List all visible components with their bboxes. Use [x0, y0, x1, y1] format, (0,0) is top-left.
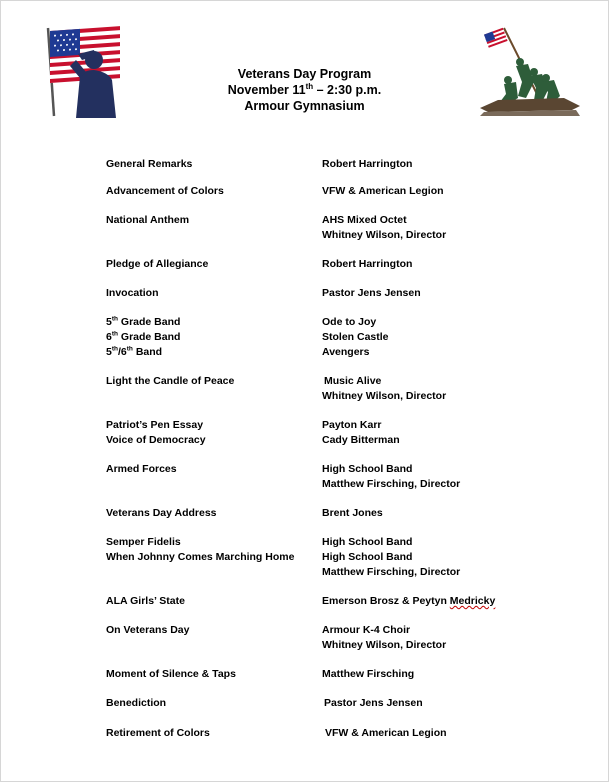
program-performer: Matthew Firsching — [322, 668, 415, 680]
spellcheck-underline: Medricky — [449, 595, 496, 607]
program-performer: Pastor Jens Jensen — [322, 287, 421, 299]
program-performer: VFW & American Legion — [322, 185, 444, 197]
program-performance: Light the Candle of Peace — [106, 375, 235, 387]
program-performance: Veterans Day Address — [106, 507, 217, 519]
program-date: November 11th – 2:30 p.m. — [227, 81, 382, 97]
program-performance: Advancement of Colors — [106, 185, 224, 197]
program-header — [0, 66, 609, 114]
program-performer: Music Alive Whitney Wilson, Director — [322, 375, 447, 402]
program-performance: Benediction — [106, 697, 167, 709]
program-performer: High School Band Matthew Firsching, Director — [322, 463, 461, 490]
program-performance: ALA Girls’ State — [106, 595, 185, 607]
program-performer: Robert Harrington — [322, 258, 413, 270]
program-performer: Armour K-4 Choir Whitney Wilson, Director — [322, 624, 447, 651]
program-performance: Semper Fidelis When Johnny Comes Marching Home — [106, 536, 295, 563]
program-performer: Pastor Jens Jensen — [324, 697, 423, 709]
program-location: Armour Gymnasium — [244, 99, 365, 113]
program-performance: Armed Forces — [106, 463, 177, 475]
program-performance: Retirement of Colors — [106, 727, 210, 739]
program-performer: AHS Mixed Octet Whitney Wilson, Director — [322, 214, 447, 241]
program-performer: Robert Harrington — [322, 158, 413, 170]
program-performance: National Anthem — [106, 214, 190, 226]
program-performance: Invocation — [106, 287, 159, 299]
program-performer: High School Band High School Band Matthew Firsching, Director — [322, 536, 461, 578]
program-performer: Ode to Joy Stolen Castle Avengers — [322, 316, 389, 358]
program-performance: Patriot’s Pen Essay Voice of Democracy — [106, 419, 206, 446]
program-performance: On Veterans Day — [106, 624, 190, 636]
program-performer: Emerson Brosz & Peytyn Medricky — [322, 595, 496, 607]
program-performance: 5th Grade Band 6th Grade Band 5th/6th Band — [106, 315, 181, 358]
program-performance: General Remarks — [106, 158, 193, 170]
program-performer: VFW & American Legion — [325, 727, 447, 739]
program-performer: Payton Karr Cady Bitterman — [322, 419, 400, 446]
program-title: Veterans Day Program — [237, 67, 372, 81]
program-performance: Moment of Silence & Taps — [106, 668, 236, 680]
program-performance: Pledge of Allegiance — [106, 258, 209, 270]
program-performer: Brent Jones — [322, 507, 383, 519]
